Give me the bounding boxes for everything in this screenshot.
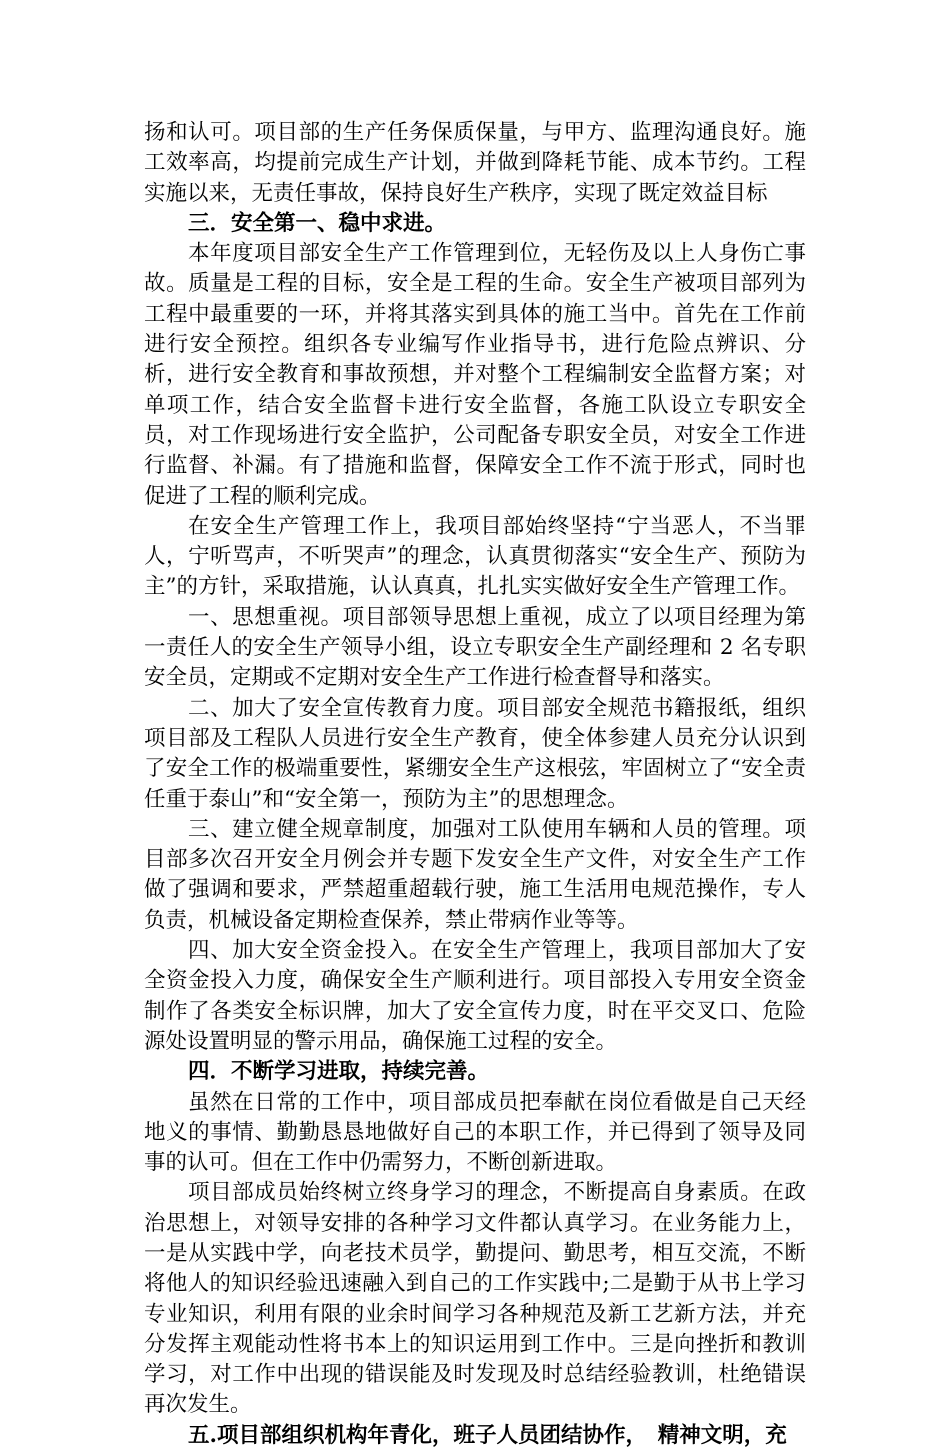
- paragraph-point-two-education: 二、加大了安全宣传教育力度。项目部安全规范书籍报纸，组织项目部及工程队人员进行安全生产教育，使全体参建人员充分认识到了安全工作的极端重要性，紧绷安全生产这根弦，牢固树立了“安全责任重于泰山”和“安全第一，预防为主”的思想理念。: [144, 695, 806, 812]
- paragraph-point-four-funding: 四、加大安全资金投入。在安全生产管理上，我项目部加大了安全资金投入力度，确保安全生产顺利进行。项目部投入专用安全资金制作了各类安全标识牌，加大了安全宣传力度，时在平交叉口、危险源处设置明显的警示用品，确保施工过程的安全。: [144, 938, 806, 1054]
- paragraph-safety-overview: 本年度项目部安全生产工作管理到位，无轻伤及以上人身伤亡事故。质量是工程的目标，安全是工程的生命。安全生产被项目部列为工程中最重要的一环，并将其落实到具体的施工当中。首先在工作前进行安全预控。组织各专业编写作业指导书，进行危险点辨识、分析，进行安全教育和事故预想，并对整个工程编制安全监督方案；对单项工作，结合安全监督卡进行安全监督，各施工队设立专职安全员，对工作现场进行安全监护，公司配备专职安全员，对安全工作进行监督、补漏。有了措施和监督，保障安全工作不流于形式，同时也促进了工程的顺利完成。: [144, 241, 806, 509]
- paragraph-continuation: 扬和认可。项目部的生产任务保质保量，与甲方、监理沟通良好。施工效率高，均提前完成生产计划，并做到降耗节能、成本节约。工程实施以来，无责任事故，保持良好生产秩序，实现了既定效益目标: [144, 120, 806, 206]
- section-heading-team-organization: 五.项目部组织机构年青化，班子人员团结协作， 精神文明，充: [188, 1422, 787, 1448]
- paragraph-point-one-attention: 一、思想重视。项目部领导思想上重视，成立了以项目经理为第一责任人的安全生产领导小组，设立专职安全生产副经理和 2 名专职安全员，定期或不定期对安全生产工作进行检查督导和落实。: [144, 604, 806, 691]
- section-heading-safety-first: 三．安全第一、稳中求进。: [188, 210, 447, 236]
- paragraph-learning-methods: 项目部成员始终树立终身学习的理念，不断提高自身素质。在政治思想上，对领导安排的各种学习文件都认真学习。在业务能力上，一是从实践中学，向老技术员学，勤提问、勤思考，相互交流，不断将他人的知识经验迅速融入到自己的工作实践中;二是勤于从书上学习专业知识，利用有限的业余时间学习各种规范及新工艺新方法，并充分发挥主观能动性将书本上的知识运用到工作中。三是向挫折和教训学习，对工作中出现的错误能及时发现及时总结经验教训，杜绝错误再次发生。: [144, 1180, 806, 1418]
- document-page: [144, 118, 806, 1451]
- paragraph-safety-management-philosophy: 在安全生产管理工作上，我项目部始终坚持“宁当恶人，不当罪人，宁听骂声，不听哭声”的理念，认真贯彻落实“安全生产、预防为主”的方针，采取措施，认认真真，扎扎实实做好安全生产管理工作。: [144, 513, 806, 600]
- section-heading-continuous-learning: 四．不断学习进取，持续完善。: [188, 1059, 490, 1085]
- paragraph-learning-dedication: 虽然在日常的工作中，项目部成员把奉献在岗位看做是自己天经地义的事情、勤勤恳恳地做好自己的本职工作，并已得到了领导及同事的认可。但在工作中仍需努力，不断创新进取。: [144, 1089, 806, 1176]
- paragraph-point-three-regulations: 三、建立健全规章制度，加强对工队使用车辆和人员的管理。项目部多次召开安全月例会并专题下发安全生产文件，对安全生产工作做了强调和要求，严禁超重超载行驶，施工生活用电规范操作，专人负责，机械设备定期检查保养，禁止带病作业等等。: [144, 816, 806, 933]
